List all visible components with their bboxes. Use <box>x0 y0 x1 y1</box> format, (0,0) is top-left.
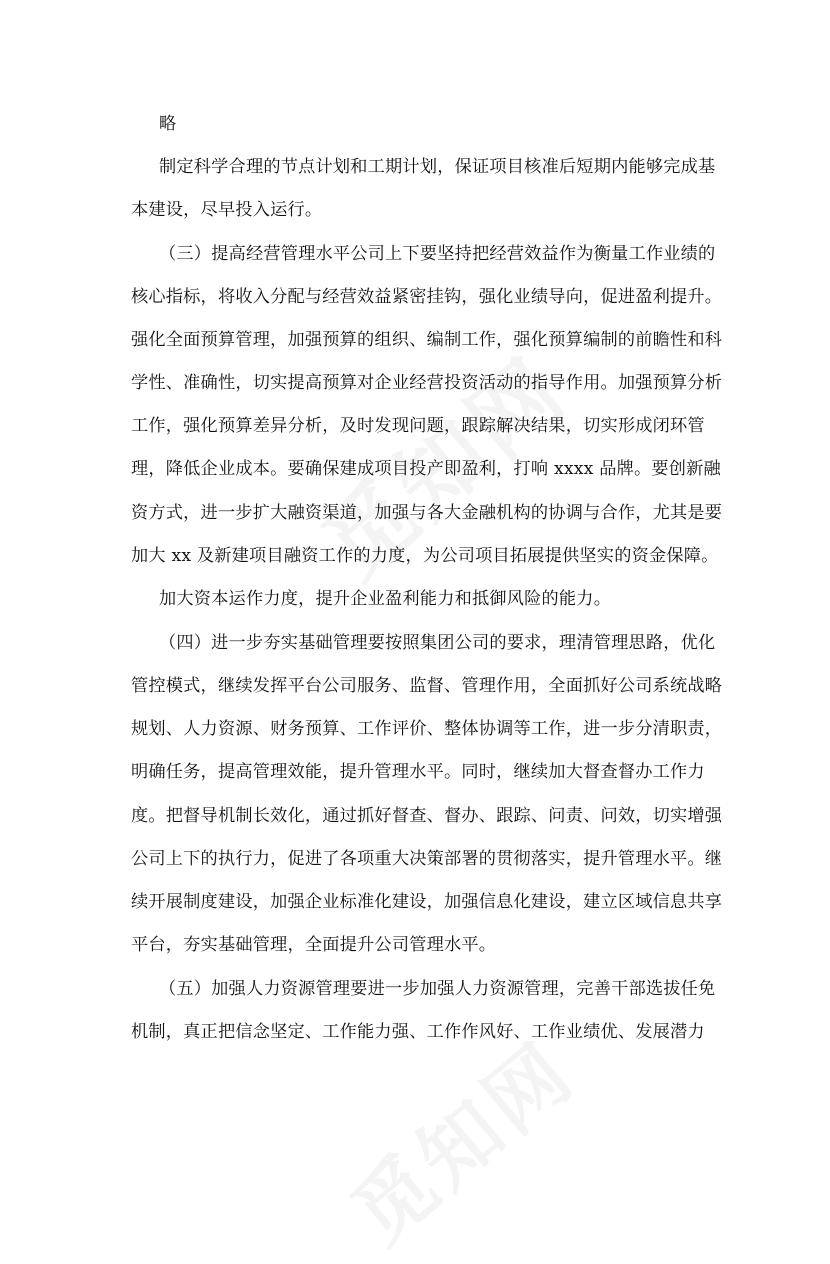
text-line: 平台，夯实基础管理，全面提升公司管理水平。 <box>131 935 497 955</box>
text-line: 强化全面预算管理，加强预算的组织、编制工作，强化预算编制的前瞻性和科 <box>131 330 723 350</box>
text-line: 明确任务，提高管理效能，提升管理水平。同时，继续加大督查督办工作力 <box>131 762 705 782</box>
text-line: 核心指标，将收入分配与经营效益紧密挂钩，强化业绩导向，促进盈利提升。 <box>131 287 723 307</box>
text-line: 资方式，进一步扩大融资渠道，加强与各大金融机构的协调与合作，尤其是要 <box>131 503 723 523</box>
text-line: （四）进一步夯实基础管理要按照集团公司的要求，理清管理思路，优化 <box>159 633 716 653</box>
text-line: 续开展制度建设，加强企业标准化建设，加强信息化建设，建立区域信息共享 <box>131 892 723 912</box>
text-line: 机制，真正把信念坚定、工作能力强、工作作风好、工作业绩优、发展潜力 <box>131 1022 705 1042</box>
text-line: 管控模式，继续发挥平台公司服务、监督、管理作用，全面抓好公司系统战略 <box>131 676 723 696</box>
text-line: （五）加强人力资源管理要进一步加强人力资源管理，完善干部选拔任免 <box>159 979 716 999</box>
text-line: 理，降低企业成本。要确保建成项目投产即盈利，打响 xxxx 品牌。要创新融 <box>131 459 721 479</box>
text-line: 学性、准确性，切实提高预算对企业经营投资活动的指导作用。加强预算分析 <box>131 373 723 393</box>
watermark <box>323 1011 595 1264</box>
text-line: 规划、人力资源、财务预算、工作评价、整体协调等工作，进一步分清职责， <box>131 719 723 739</box>
text-line: 加大资本运作力度，提升企业盈利能力和抵御风险的能力。 <box>159 589 612 609</box>
text-line: 度。把督导机制长效化，通过抓好督查、督办、跟踪、问责、问效，切实增强 <box>131 806 723 826</box>
text-line: 本建设，尽早投入运行。 <box>131 200 323 220</box>
text-line: 工作，强化预算差异分析，及时发现问题，跟踪解决结果，切实形成闭环管 <box>131 416 705 436</box>
text-line: 略 <box>159 114 177 134</box>
text-line: 加大 xx 及新建项目融资工作的力度，为公司项目拓展提供坚实的资金保障。 <box>131 546 719 566</box>
text-line: 公司上下的执行力，促进了各项重大决策部署的贯彻落实，提升管理水平。继 <box>131 849 723 869</box>
text-line: 制定科学合理的节点计划和工期计划，保证项目核准后短期内能够完成基 <box>159 157 716 177</box>
text-line: （三）提高经营管理水平公司上下要坚持把经营效益作为衡量工作业绩的 <box>159 244 716 264</box>
